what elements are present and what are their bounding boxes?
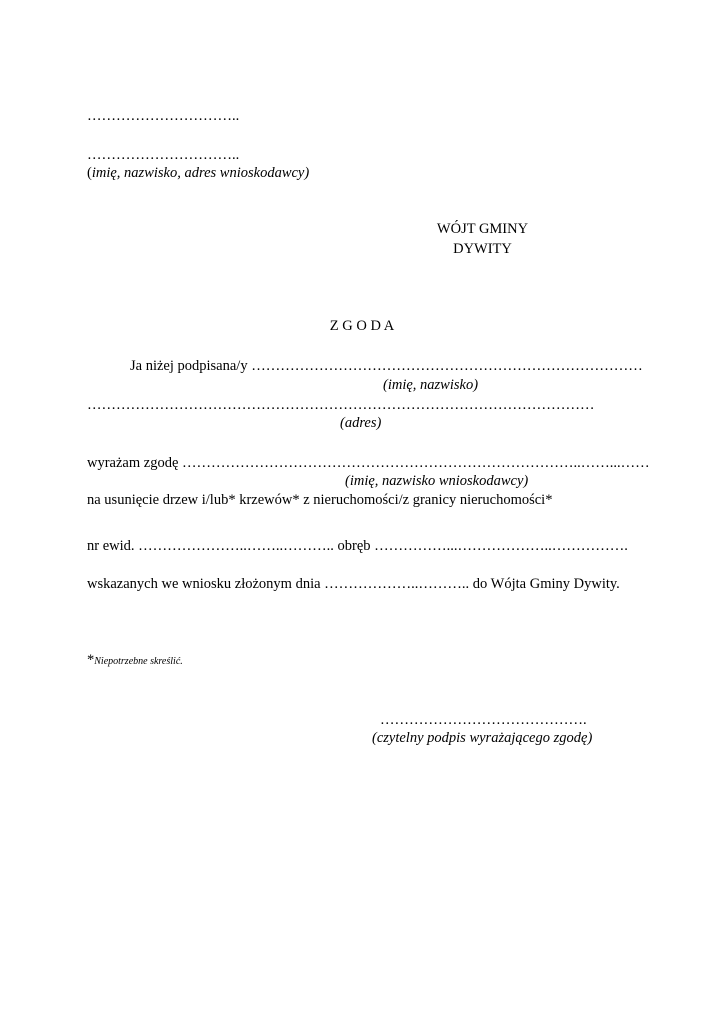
consent-line: wyrażam zgodę ………………………………………………………………………..……...…… xyxy=(87,455,650,471)
intro-line: Ja niżej podpisana/y ……………………………………………………………………… xyxy=(130,358,643,374)
signature-line: ……………………………………. xyxy=(380,712,587,728)
request-line: wskazanych we wniosku złożonym dnia ………………..……….. do Wójta Gminy Dywity. xyxy=(87,576,620,592)
address-caption: (adres) xyxy=(340,415,382,431)
applicant-line-2: ………………………….. xyxy=(87,147,240,163)
intro-caption: (imię, nazwisko) xyxy=(383,377,479,393)
applicant-caption xyxy=(87,164,309,182)
applicant-caption-open: ( xyxy=(87,165,92,181)
footnote-text: Niepotrzebne skreślić. xyxy=(94,656,183,667)
applicant-caption-rest: wnioskodawcy) xyxy=(216,165,310,181)
footnote xyxy=(87,651,183,671)
footnote-star: * xyxy=(87,652,95,668)
recipient-line-1: WÓJT GMINY xyxy=(436,221,529,237)
document-title: Z G O D A xyxy=(329,318,395,334)
removal-line: na usunięcie drzew i/lub* krzewów* z nieruchomości/z granicy nieruchomości* xyxy=(87,492,553,508)
applicant-caption-italic: imię, nazwisko, adres xyxy=(91,165,217,181)
address-line: …………………………………………………………………………………………… xyxy=(87,397,595,413)
applicant-line-1: ………………………….. xyxy=(87,108,240,124)
signature-caption: (czytelny podpis wyrażającego zgodę) xyxy=(372,730,593,746)
recipient-line-2: DYWITY xyxy=(453,241,512,257)
parcel-line: nr ewid. …………………..……..……….. obręb ……………...………………..……………. xyxy=(87,538,628,554)
consent-caption: (imię, nazwisko wnioskodawcy) xyxy=(345,473,529,489)
